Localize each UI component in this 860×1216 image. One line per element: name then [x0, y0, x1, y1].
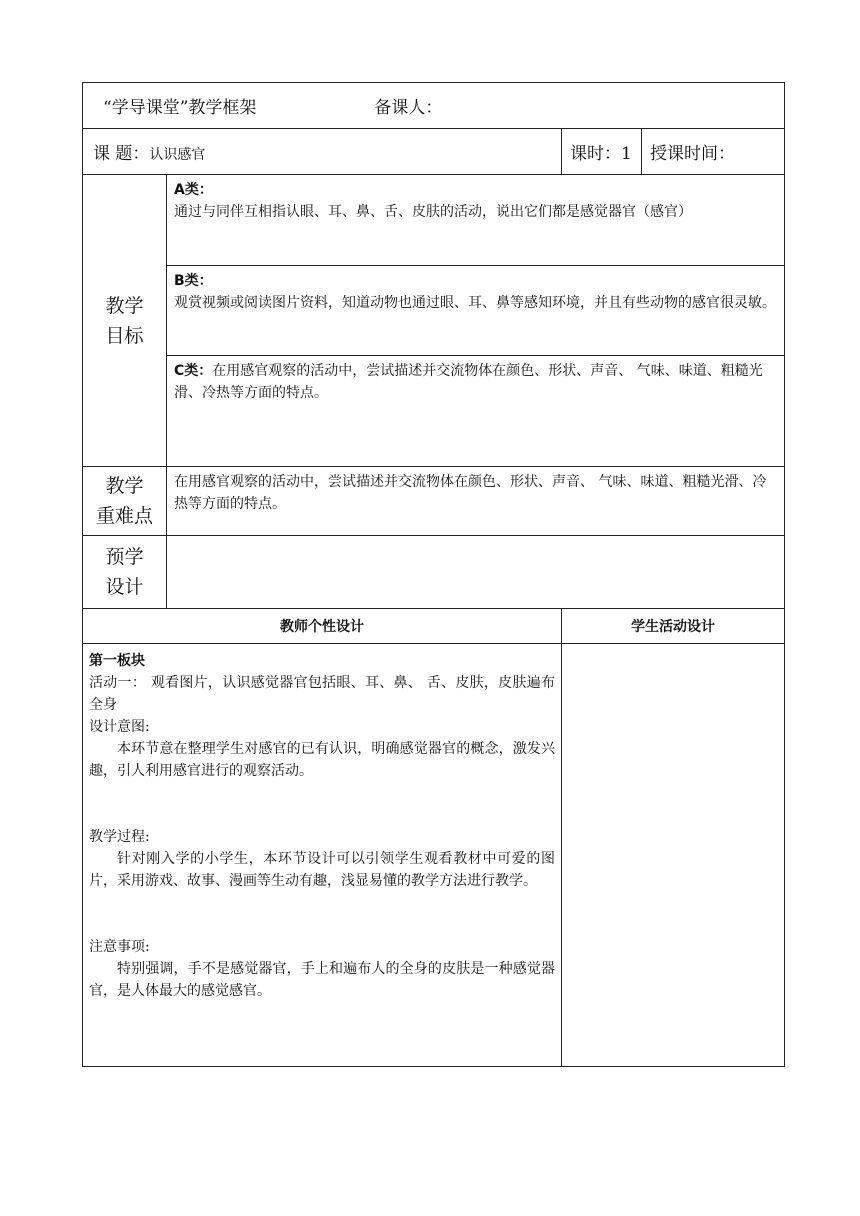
- key-points-label: [83, 467, 167, 536]
- objective-a-cell: [167, 175, 785, 266]
- objectives-label: [83, 175, 167, 467]
- objective-a-text: 通过与同伴互相指认眼、耳、鼻、舌、皮肤的活动，说出它们都是感觉器官（感官）: [174, 204, 692, 220]
- lesson-plan-table: [82, 82, 785, 1067]
- title-cell: [83, 83, 785, 129]
- objective-c-cell: [167, 356, 785, 467]
- objectives-label-line2: 目标: [105, 324, 144, 347]
- objective-c-row: [83, 356, 785, 467]
- class-hours: 课时：1: [562, 129, 642, 175]
- title-row: [83, 83, 785, 129]
- objective-b-heading: B类：: [174, 273, 213, 289]
- process-text: 针对刚入学的小学生，本环节设计可以引领学生观看教材中可爱的图片，采用游戏、故事、漫画等生动有趣，浅显易懂的教学方法进行教学。: [89, 851, 555, 889]
- process-label: 教学过程:: [89, 829, 150, 845]
- section-title: 第一板块: [89, 653, 145, 669]
- objective-c-text: 在用感官观察的活动中，尝试描述并交流物体在颜色、形状、声音、 气味、味道、粗糙光滑、冷热等方面的特点。: [174, 363, 763, 401]
- student-design-cell: [562, 644, 785, 1067]
- preview-content: [167, 536, 785, 609]
- intent-text: 本环节意在整理学生对感官的已有认识，明确感觉器官的概念，激发兴趣，引人利用感官进行的观察活动。: [89, 741, 555, 779]
- objective-b-cell: [167, 266, 785, 356]
- teaching-time-label: 授课时间：: [642, 129, 785, 175]
- teacher-design-cell: [83, 644, 562, 1067]
- objective-c-content: [174, 360, 776, 404]
- key-points-label-line1: 教学: [105, 475, 144, 497]
- objective-a-row: [83, 175, 785, 266]
- page-title: “学导课堂”教学框架: [103, 98, 257, 118]
- spacer: [89, 892, 555, 936]
- objective-a-heading: A类：: [174, 182, 213, 198]
- key-points-text: 在用感官观察的活动中，尝试描述并交流物体在颜色、形状、声音、 气味、味道、粗糙光滑、冷热等方面的特点。: [167, 467, 785, 536]
- key-points-row: [83, 467, 785, 536]
- activity-text: 活动一： 观看图片，认识感觉器官包括眼、耳、鼻、 舌、皮肤，皮肤遍布全身: [89, 675, 555, 713]
- design-header-row: [83, 609, 785, 644]
- objective-c-heading: C类：: [174, 363, 213, 379]
- objective-b-text: 观赏视频或阅读图片资料，知道动物也通过眼、耳、鼻等感知环境，并且有些动物的感官很灵敏。: [174, 295, 776, 311]
- topic-value: 认识感官: [149, 147, 206, 163]
- student-design-header: 学生活动设计: [562, 609, 785, 644]
- topic-row: [83, 129, 785, 175]
- topic-label: 课 题：: [93, 144, 150, 164]
- topic-cell: [83, 129, 562, 175]
- intent-label: 设计意图:: [89, 719, 150, 735]
- notes-label: 注意事项:: [89, 939, 150, 955]
- teacher-design-header: 教师个性设计: [83, 609, 562, 644]
- preview-row: [83, 536, 785, 609]
- notes-text: 特别强调，手不是感觉器官，手上和遍布人的全身的皮肤是一种感觉器官，是人体最大的感觉感官。: [89, 961, 555, 999]
- objective-b-row: [83, 266, 785, 356]
- spacer: [89, 782, 555, 826]
- preparer-label: 备课人：: [374, 98, 443, 118]
- preview-label-line2: 设计: [105, 576, 144, 598]
- preview-label-line1: 预学: [105, 546, 144, 568]
- design-content-row: [83, 644, 785, 1067]
- key-points-label-line2: 重难点: [95, 505, 153, 527]
- objectives-label-line1: 教学: [105, 294, 144, 317]
- preview-label: [83, 536, 167, 609]
